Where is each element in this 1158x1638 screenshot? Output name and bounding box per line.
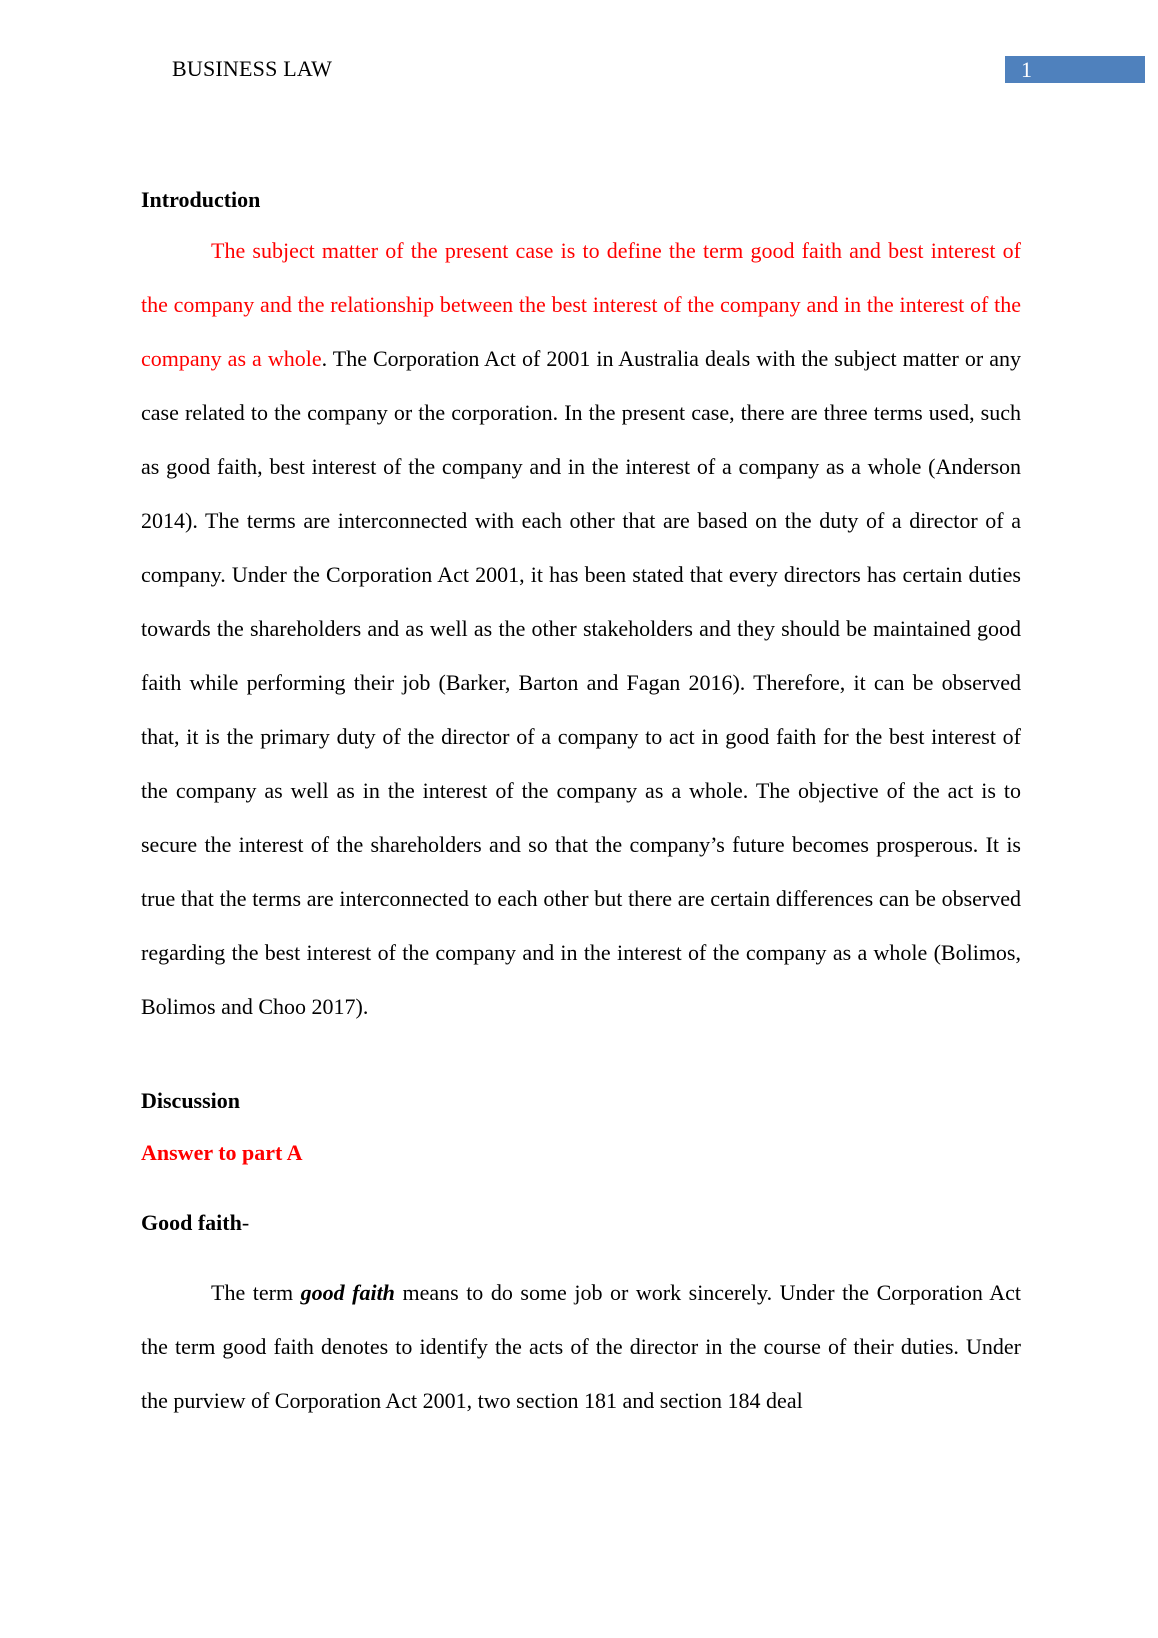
answer-part-a-heading: Answer to part A bbox=[141, 1140, 303, 1165]
good-faith-prefix: The term bbox=[211, 1280, 301, 1305]
good-faith-body-text: means to do some job or work sincerely. Under the Corporation Act the term good faith denotes to identify the acts of the director in the course of their duties. Under the purview of Corporation Act 2001, two section 181 and section 184 deal bbox=[141, 1280, 1021, 1413]
good-faith-heading bbox=[141, 1208, 1021, 1238]
good-faith-heading-dash: - bbox=[241, 1210, 250, 1235]
discussion-heading: Discussion bbox=[141, 1088, 241, 1113]
header-title: BUSINESS LAW bbox=[172, 56, 333, 81]
introduction-highlighted-text: The subject matter of the present case is to define the term good faith and best interest of the company and the relationship between the best interest of the company and in the interest of the company as a whole bbox=[141, 238, 1021, 371]
good-faith-paragraph bbox=[141, 1266, 1021, 1428]
page-number-badge bbox=[1005, 56, 1145, 83]
introduction-paragraph bbox=[141, 224, 1021, 1034]
good-faith-term: good faith bbox=[300, 1280, 395, 1305]
introduction-body-text: . The Corporation Act of 2001 in Australia deals with the subject matter or any case related to the company or the corporation. In the present case, there are three terms used, such as good faith, best interest of the company and in the interest of a company as a whole (Anderson 2014). The terms are interconnected with each other that are based on the duty of a director of a company. Under the Corporation Act 2001, it has been stated that every directors has certain duties towards the shareholders and as well as the other stakeholders and they should be maintained good faith while performing their job (Barker, Barton and Fagan 2016). Therefore, it can be observed that, it is the primary duty of the director of a company to act in good faith for the best interest of the company as well as in the interest of the company as a whole. The objective of the act is to secure the interest of the shareholders and so that the company’s future becomes prosperous. It is true that the terms are interconnected to each other but there are certain differences can be observed regarding the best interest of the company and in the interest of the company as a whole (Bolimos, Bolimos and Choo 2017). bbox=[141, 346, 1021, 1019]
introduction-heading: Introduction bbox=[141, 187, 261, 212]
document-body bbox=[141, 185, 1021, 1428]
good-faith-heading-text: Good faith bbox=[141, 1210, 242, 1235]
page-number: 1 bbox=[1021, 57, 1032, 82]
